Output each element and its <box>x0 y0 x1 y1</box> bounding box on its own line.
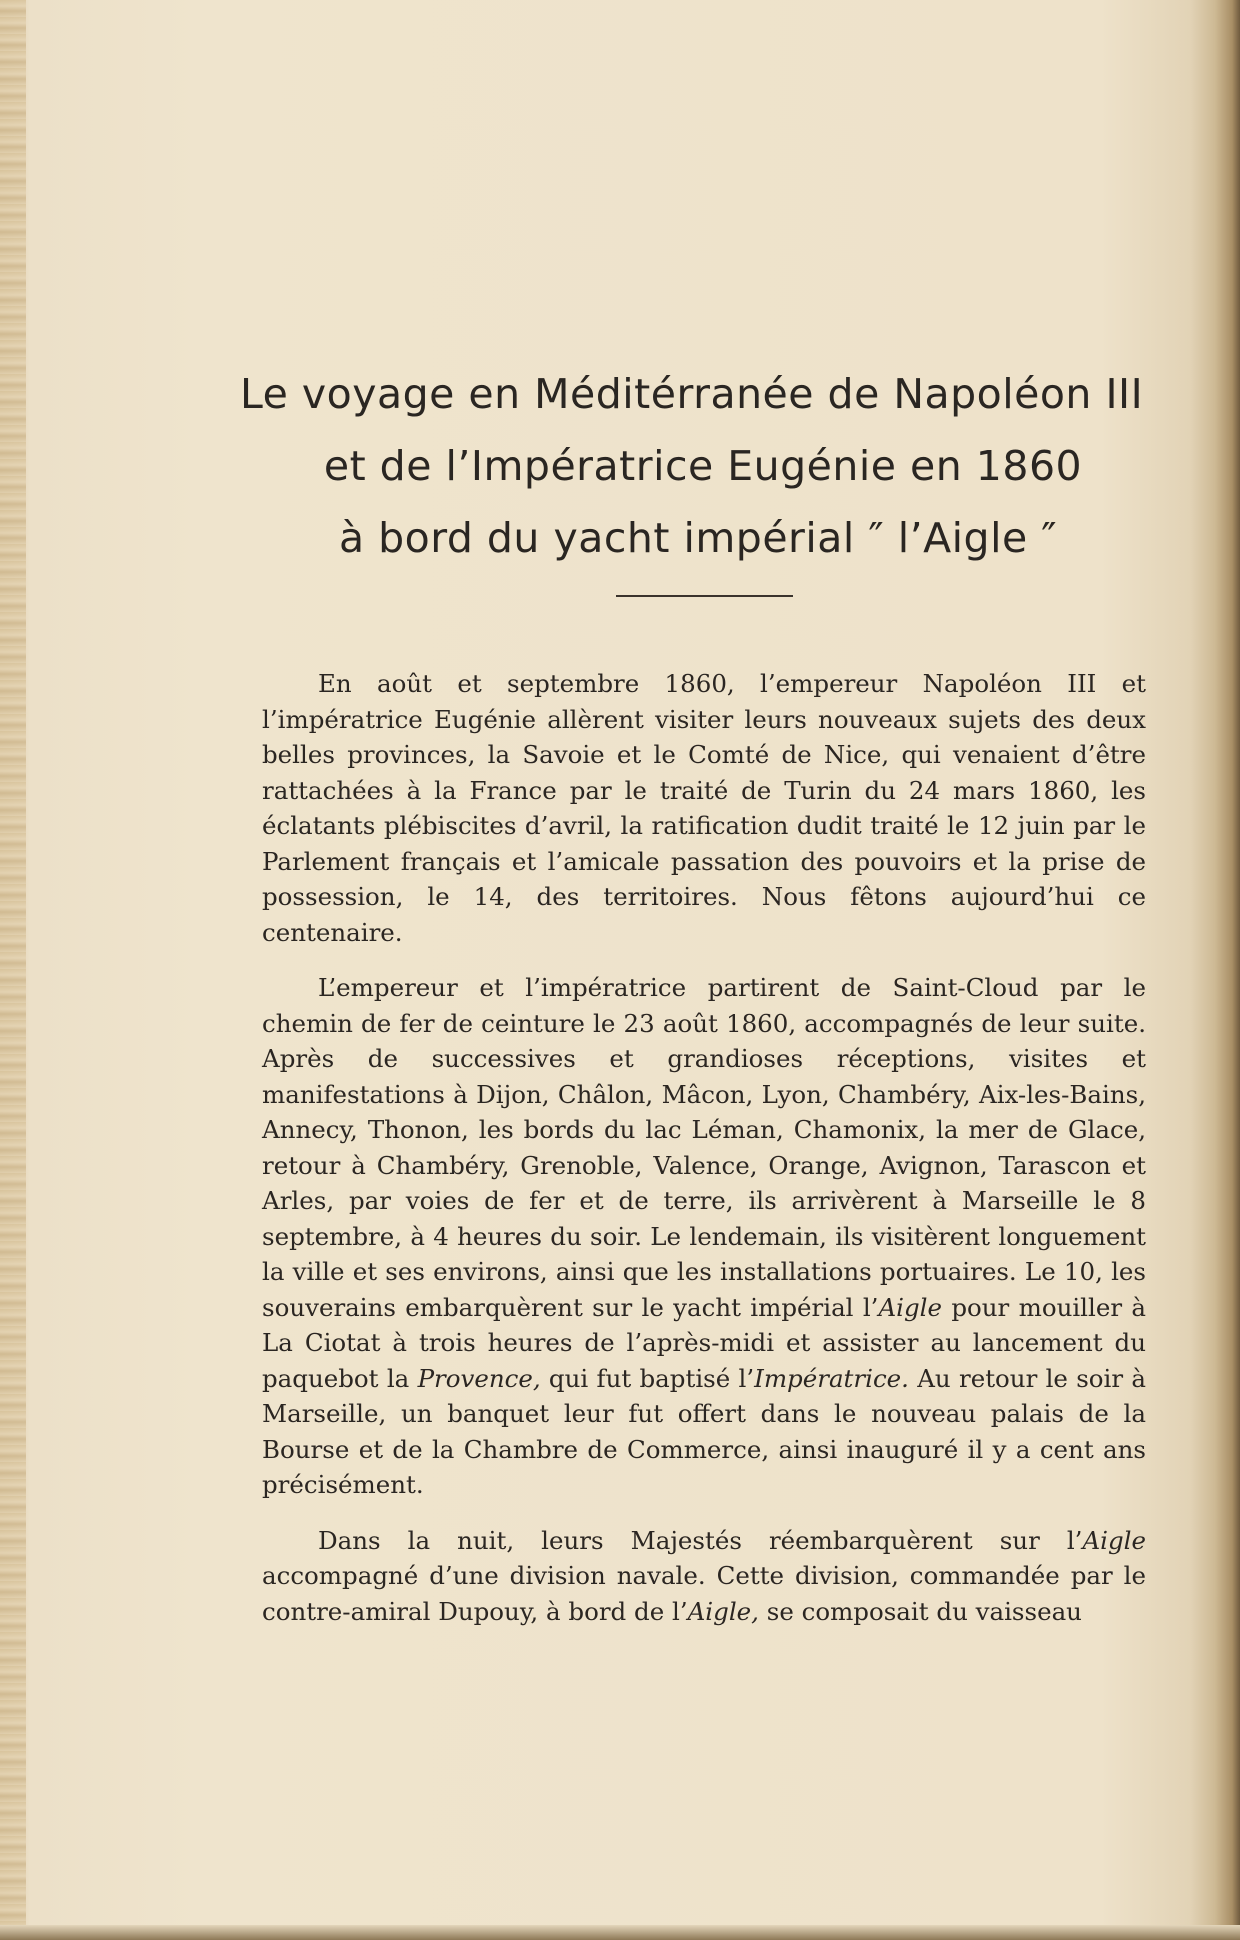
title-line-1: Le voyage en Méditérranée de Napoléon III <box>240 370 1144 418</box>
paragraph-3-text-2: accompagné d’une division navale. Cette division, commandée par le contre-amiral Dupouy, à bord de l’ <box>262 1561 1146 1626</box>
paragraph-3-text-3: se composait du vaisseau <box>758 1596 1082 1626</box>
title-separator-rule <box>616 595 793 597</box>
paragraph-2 <box>262 970 1146 1503</box>
page-bottom-edge <box>0 1925 1240 1940</box>
ship-name-aigle: Aigle <box>878 1292 943 1322</box>
article-body <box>262 666 1146 1649</box>
paragraph-2-text-2: pour mouiller à La Ciotat à trois heures de l’après-midi et assister au lancement du paquebot la <box>262 1292 1146 1393</box>
title-line-2: et de l’Impératrice Eugénie en 1860 <box>323 442 1083 490</box>
title-line-3: à bord du yacht impérial ″ l’Aigle ″ <box>338 514 1058 562</box>
paragraph-2-text-4: Au retour le soir à Marseille, un banquet leur fut offert dans le nouveau palais de la Bourse et de la Chambre de Commerce, ainsi inauguré il y a cent ans précisément. <box>262 1363 1146 1499</box>
ship-name-provence: Provence, <box>417 1363 541 1393</box>
paragraph-2-text-1: L’empereur et l’impératrice partirent de Saint-Cloud par le chemin de fer de ceinture le 23 août 1860, accompagnés de leur suite. Après de successives et grandioses réceptions, visites et manifestations à Dijon, Châlon, Mâcon, Lyon, Chambéry, Aix-les-Bains, Annecy, Thonon, les bords du lac Léman, Chamonix, la mer de Glace, retour à Chambéry, Grenoble, Valence, Orange, Avignon, Tarascon et Arles, par voies de fer et de terre, ils arrivèrent à Marseille le 8 septembre, à 4 heures du soir. Le lendemain, ils visitèrent longuement la ville et ses environs, ainsi que les installations portuaires. Le 10, les souverains embarquèrent sur le yacht impérial l’ <box>262 973 1146 1322</box>
paragraph-1-text: En août et septembre 1860, l’empereur Napoléon III et l’impératrice Eugénie allèrent visiter leurs nouveaux sujets des deux belles provinces, la Savoie et le Comté de Nice, qui venaient d’être rattachées à la France par le traité de Turin du 24 mars 1860, les éclatants plébiscites d’avril, la ratification dudit traité le 12 juin par le Parlement français et l’amicale passation des pouvoirs et la prise de possession, le 14, des territoires. Nous fêtons aujourd’hui ce centenaire. <box>262 669 1146 947</box>
paragraph-2-text-3: qui fut baptisé l’ <box>540 1363 755 1393</box>
page-left-edge <box>0 0 26 1940</box>
article-title <box>240 358 1144 574</box>
paragraph-3-text-1: Dans la nuit, leurs Majestés réembarquèrent sur l’ <box>318 1525 1083 1555</box>
ship-name-aigle-2: Aigle <box>1082 1525 1146 1555</box>
ship-name-aigle-3: Aigle, <box>687 1596 759 1626</box>
paragraph-1 <box>262 666 1146 950</box>
paragraph-3 <box>262 1523 1146 1630</box>
ship-name-imperatrice: Impératrice. <box>754 1363 909 1393</box>
